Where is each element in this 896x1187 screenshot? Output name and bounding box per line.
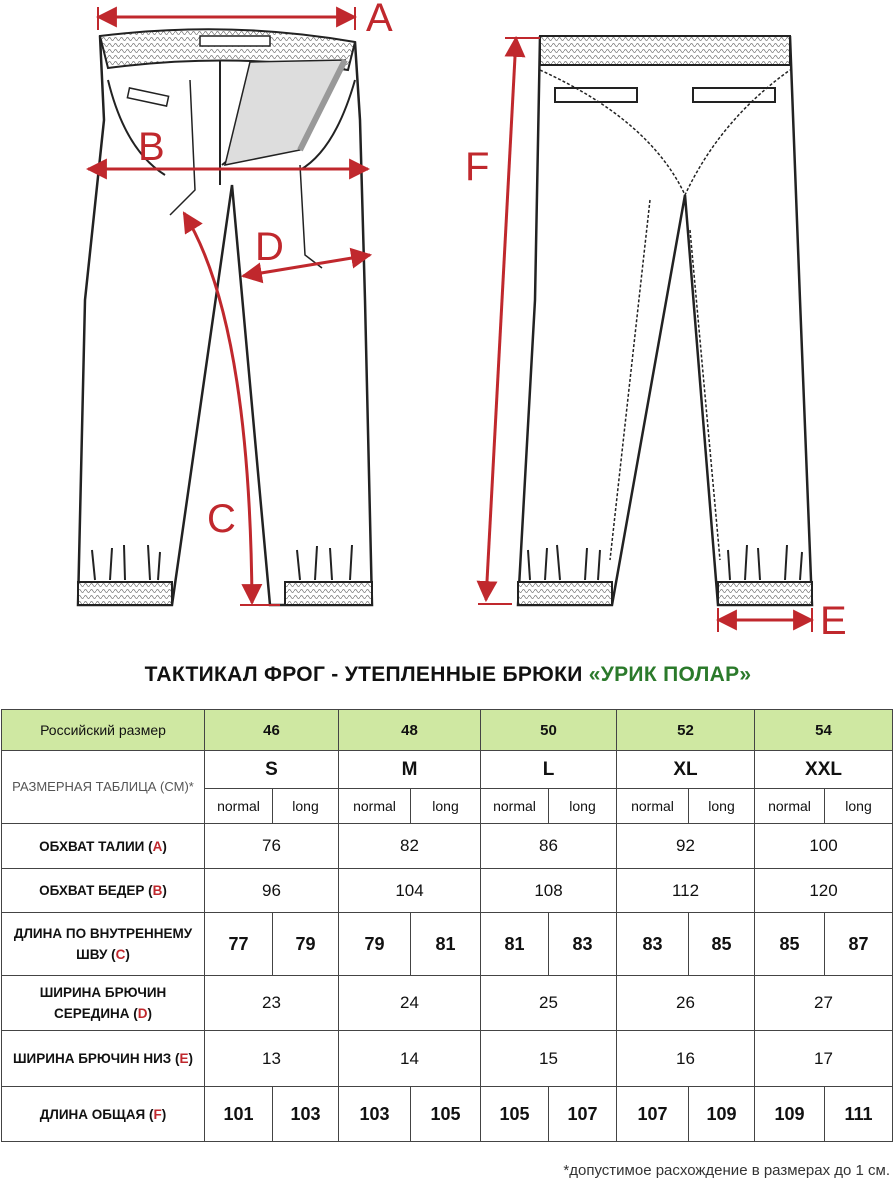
- back-view: [518, 36, 812, 605]
- measure-row-waist: [2, 824, 893, 869]
- ru-size-label: Российский размер: [2, 710, 205, 751]
- title-prefix: ТАКТИКАЛ ФРОГ - УТЕПЛЕННЫЕ БРЮКИ: [144, 663, 589, 686]
- ru-size-row: [2, 710, 893, 751]
- value-cell: 100: [755, 824, 893, 869]
- label-c: C: [207, 497, 236, 541]
- title-product-name: «УРИК ПОЛАР»: [588, 663, 752, 686]
- value-cell: 24: [339, 976, 481, 1031]
- value-cell: 17: [755, 1031, 893, 1087]
- variant-cell: long: [825, 789, 893, 824]
- size-letter-cell: S: [205, 751, 339, 789]
- label-d: D: [255, 225, 284, 269]
- size-letter-cell: XXL: [755, 751, 893, 789]
- variant-cell: normal: [481, 789, 549, 824]
- size-letter-row: [2, 751, 893, 789]
- label-f: F: [465, 145, 490, 189]
- label-a: A: [366, 0, 393, 40]
- ru-size-cell: 52: [617, 710, 755, 751]
- variant-cell: normal: [755, 789, 825, 824]
- value-cell: 120: [755, 869, 893, 913]
- row-label: ШИРИНА БРЮЧИН СЕРЕДИНА (D): [2, 976, 205, 1031]
- size-letter-cell: M: [339, 751, 481, 789]
- row-label: ШИРИНА БРЮЧИН НИЗ (E): [2, 1031, 205, 1087]
- value-cell: 109: [755, 1087, 825, 1142]
- variant-cell: normal: [617, 789, 689, 824]
- value-cell: 76: [205, 824, 339, 869]
- value-cell: 86: [481, 824, 617, 869]
- value-cell: 87: [825, 913, 893, 976]
- variant-cell: long: [273, 789, 339, 824]
- ru-size-cell: 50: [481, 710, 617, 751]
- value-cell: 105: [481, 1087, 549, 1142]
- value-cell: 109: [689, 1087, 755, 1142]
- value-cell: 85: [689, 913, 755, 976]
- value-cell: 107: [549, 1087, 617, 1142]
- variant-cell: long: [549, 789, 617, 824]
- value-cell: 15: [481, 1031, 617, 1087]
- value-cell: 82: [339, 824, 481, 869]
- value-cell: 108: [481, 869, 617, 913]
- value-cell: 107: [617, 1087, 689, 1142]
- ru-size-cell: 48: [339, 710, 481, 751]
- value-cell: 105: [411, 1087, 481, 1142]
- value-cell: 101: [205, 1087, 273, 1142]
- value-cell: 25: [481, 976, 617, 1031]
- size-table-label: РАЗМЕРНАЯ ТАБЛИЦА (СМ)*: [2, 751, 205, 824]
- value-cell: 13: [205, 1031, 339, 1087]
- label-e: E: [820, 599, 847, 643]
- row-label: ДЛИНА ОБЩАЯ (F): [2, 1087, 205, 1142]
- value-cell: 16: [617, 1031, 755, 1087]
- value-cell: 23: [205, 976, 339, 1031]
- value-cell: 79: [339, 913, 411, 976]
- value-cell: 96: [205, 869, 339, 913]
- size-table: [1, 709, 893, 1142]
- measure-row-total-length: [2, 1087, 893, 1142]
- measure-row-leg-bottom: [2, 1031, 893, 1087]
- value-cell: 79: [273, 913, 339, 976]
- value-cell: 83: [549, 913, 617, 976]
- footnote: *допустимое расхождение в размерах до 1 см.: [563, 1162, 890, 1179]
- value-cell: 14: [339, 1031, 481, 1087]
- value-cell: 112: [617, 869, 755, 913]
- value-cell: 81: [481, 913, 549, 976]
- measure-row-leg-mid: [2, 976, 893, 1031]
- value-cell: 81: [411, 913, 481, 976]
- variant-cell: long: [689, 789, 755, 824]
- variant-cell: normal: [205, 789, 273, 824]
- value-cell: 27: [755, 976, 893, 1031]
- value-cell: 103: [273, 1087, 339, 1142]
- ru-size-cell: 54: [755, 710, 893, 751]
- value-cell: 103: [339, 1087, 411, 1142]
- row-label: ОБХВАТ БЕДЕР (B): [2, 869, 205, 913]
- measure-row-inseam: [2, 913, 893, 976]
- value-cell: 77: [205, 913, 273, 976]
- variant-cell: normal: [339, 789, 411, 824]
- value-cell: 104: [339, 869, 481, 913]
- value-cell: 26: [617, 976, 755, 1031]
- size-letter-cell: XL: [617, 751, 755, 789]
- variant-cell: long: [411, 789, 481, 824]
- size-letter-cell: L: [481, 751, 617, 789]
- value-cell: 111: [825, 1087, 893, 1142]
- value-cell: 83: [617, 913, 689, 976]
- ru-size-cell: 46: [205, 710, 339, 751]
- row-label: ДЛИНА ПО ВНУТРЕННЕМУ ШВУ (C): [2, 913, 205, 976]
- value-cell: 85: [755, 913, 825, 976]
- value-cell: 92: [617, 824, 755, 869]
- measure-row-hips: [2, 869, 893, 913]
- measure-f-line: [486, 38, 516, 600]
- row-label: ОБХВАТ ТАЛИИ (A): [2, 824, 205, 869]
- product-title: [0, 663, 896, 687]
- label-b: B: [138, 125, 165, 169]
